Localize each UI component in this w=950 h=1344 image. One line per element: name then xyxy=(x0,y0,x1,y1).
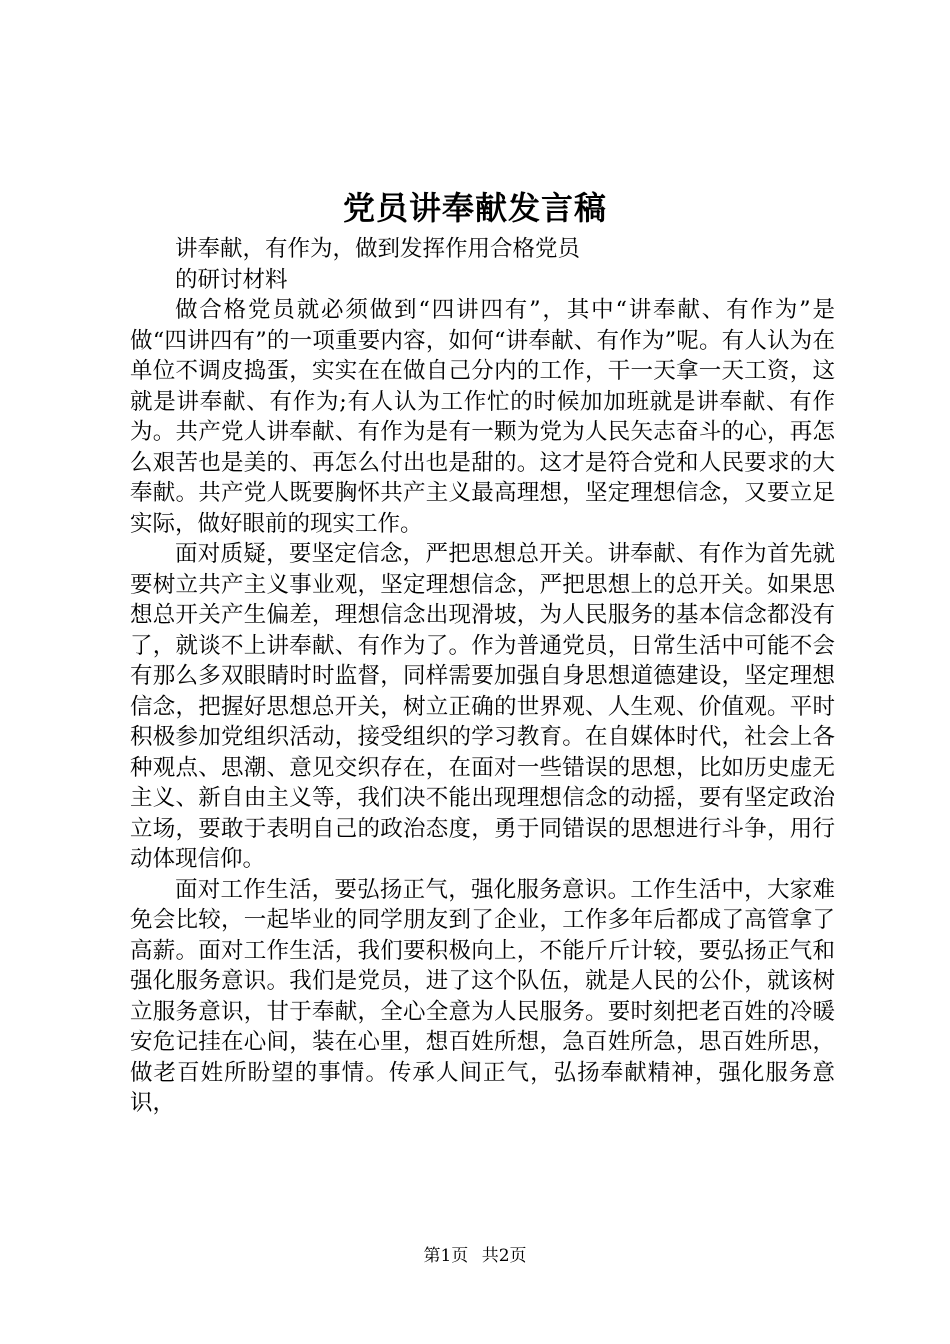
subtitle-line-1: 讲奉献，有作为，做到发挥作用合格党员 xyxy=(175,236,581,262)
page-footer xyxy=(0,1245,950,1267)
document-title: 党员讲奉献发言稿 xyxy=(342,189,607,227)
page-number-current: 第1页 xyxy=(423,1246,469,1266)
page-number-total: 共2页 xyxy=(481,1246,527,1266)
paragraph-3: 面对工作生活，要弘扬正气，强化服务意识。工作生活中，大家难免会比较，一起毕业的同学朋友到了企业，工作多年后都成了高管拿了高薪。面对工作生活，我们要积极向上，不能斤斤计较，要弘扬正气和强化服务意识。我们是党员，进了这个队伍，就是人民的公仆，就该树立服务意识，甘于奉献，全心全意为人民服务。要时刻把老百姓的冷暖安危记挂在心间，装在心里，想百姓所想，急百姓所急，思百姓所思，做老百姓所盼望的事情。传承人间正气，弘扬奉献精神，强化服务意识， xyxy=(130,876,835,1116)
paragraph-1: 做合格党员就必须做到“四讲四有”，其中“讲奉献、有作为”是做“四讲四有”的一项重要内容，如何“讲奉献、有作为”呢。有人认为在单位不调皮捣蛋，实实在在做自己分内的工作，干一天拿一天工资，这就是讲奉献、有作为;有人认为工作忙的时候加加班就是讲奉献、有作为。共产党人讲奉献、有作为是有一颗为党为人民矢志奋斗的心，再怎么艰苦也是美的、再怎么付出也是甜的。这才是符合党和人民要求的大奉献。共产党人既要胸怀共产主义最高理想，坚定理想信念，又要立足实际，做好眼前的现实工作。 xyxy=(130,297,835,537)
document-body xyxy=(130,234,835,1119)
subtitle-line-2: 的研讨材料 xyxy=(175,266,288,293)
paragraph-2: 面对质疑，要坚定信念，严把思想总开关。讲奉献、有作为首先就要树立共产主义事业观，坚定理想信念，严把思想上的总开关。如果思想总开关产生偏差，理想信念出现滑坡，为人民服务的基本信念都没有了，就谈不上讲奉献、有作为了。作为普通党员，日常生活中可能不会有那么多双眼睛时时监督，同样需要加强自身思想道德建设，坚定理想信念，把握好思想总开关，树立正确的世界观、人生观、价值观。平时积极参加党组织活动，接受组织的学习教育。在自媒体时代，社会上各种观点、思潮、意见交织存在，在面对一些错误的思想，比如历史虚无主义、新自由主义等，我们决不能出现理想信念的动摇，要有坚定政治立场，要敢于表明自己的政治态度，勇于同错误的思想进行斗争，用行动体现信仰。 xyxy=(130,541,835,872)
